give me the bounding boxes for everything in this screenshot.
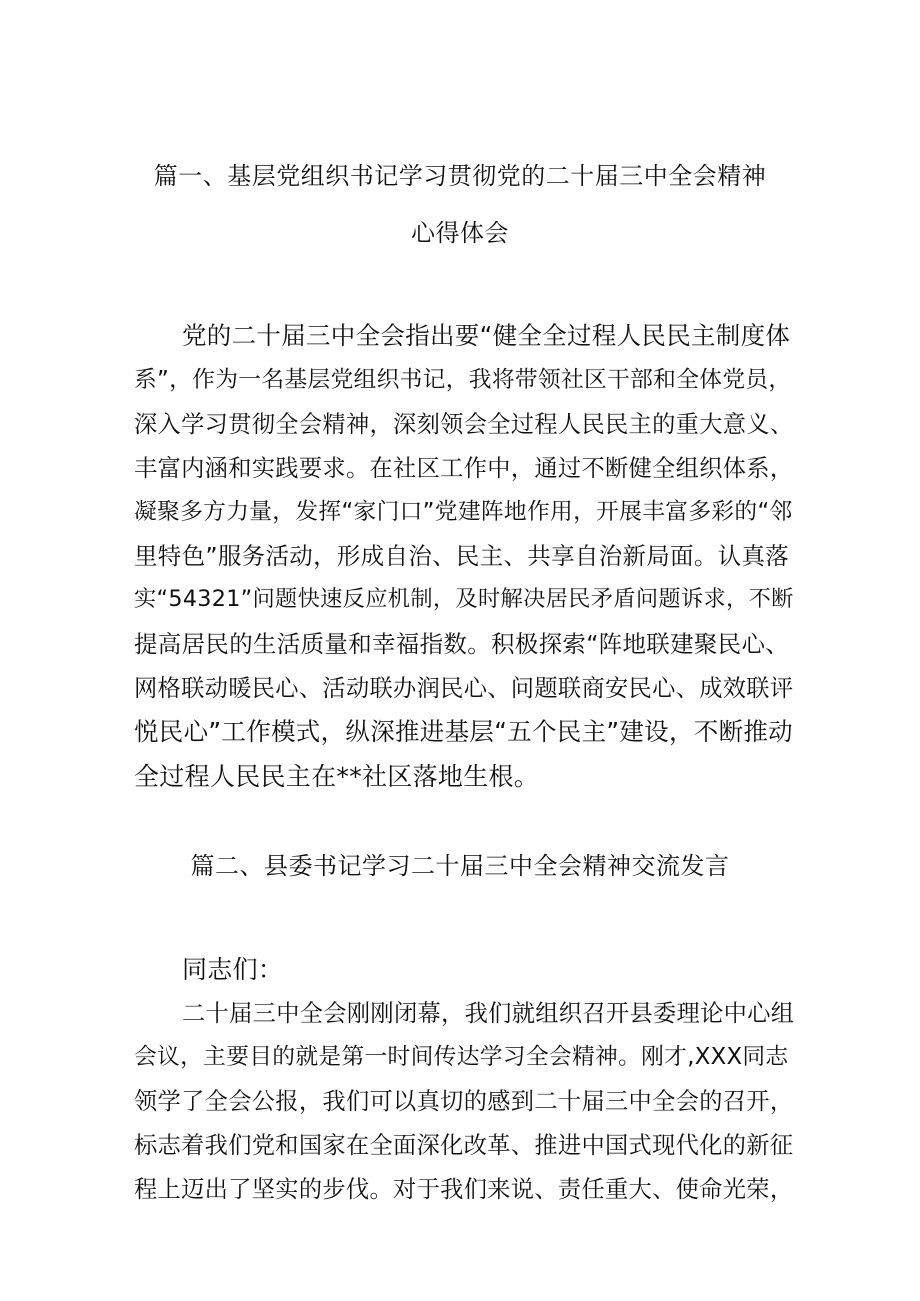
section1-title-line2: 心得体会: [411, 219, 509, 247]
section1-paragraph-line: 网格联动暖民心、活动联办润民心、问题联商安民心、成效联评: [134, 675, 794, 702]
section1-title-line1: 篇一、基层党组织书记学习贯彻党的二十届三中全会精神: [153, 162, 767, 190]
section1-paragraph-line: 深入学习贯彻全会精神，深刻领会全过程人民民主的重大意义、: [134, 411, 794, 438]
section1-paragraph-line: 系”，作为一名基层党组织书记，我将带领社区干部和全体党员，: [134, 367, 792, 393]
section1-paragraph-line: 悦民心”工作模式，纵深推进基层“五个民主”建设，不断推动: [134, 717, 793, 746]
section1-paragraph-line: 全过程人民民主在**社区落地生根。: [134, 762, 540, 791]
section2-salutation: 同志们：: [182, 955, 284, 984]
section2-paragraph-line: 标志着我们党和国家在全面深化改革、推进中国式现代化的新征: [134, 1132, 794, 1159]
section2-paragraph-line: 二十届三中全会刚刚闭幕，我们就组织召开县委理论中心组: [182, 1000, 795, 1027]
section1-paragraph-line: 凝聚多方力量，发挥“家门口”党建阵地作用，开展丰富多彩的“邻: [134, 499, 793, 525]
section2-title: 篇二、县委书记学习二十届三中全会精神交流发言: [190, 852, 730, 880]
section1-paragraph-line: 丰富内涵和实践要求。在社区工作中，通过不断健全组织体系，: [134, 455, 794, 482]
section1-paragraph-line: 里特色”服务活动，形成自治、民主、共享自治新局面。认真落: [134, 542, 790, 570]
section2-paragraph-line: 程上迈出了坚实的步伐。对于我们来说、责任重大、使命光荣，: [134, 1176, 794, 1203]
section2-paragraph-line: 会议，主要目的就是第一时间传达学习全会精神。刚才,XXX同志: [134, 1044, 789, 1070]
section1-paragraph-line: 实“54321”问题快速反应机制，及时解决居民矛盾问题诉求，不断: [134, 586, 794, 612]
section2-paragraph-line: 领学了全会公报，我们可以真切的感到二十届三中全会的召开，: [134, 1088, 794, 1115]
section1-paragraph-line: 党的二十届三中全会指出要“健全全过程人民民主制度体: [182, 321, 791, 350]
section1-paragraph-line: 提高居民的生活质量和幸福指数。积极探索“阵地联建聚民心、: [134, 630, 790, 658]
